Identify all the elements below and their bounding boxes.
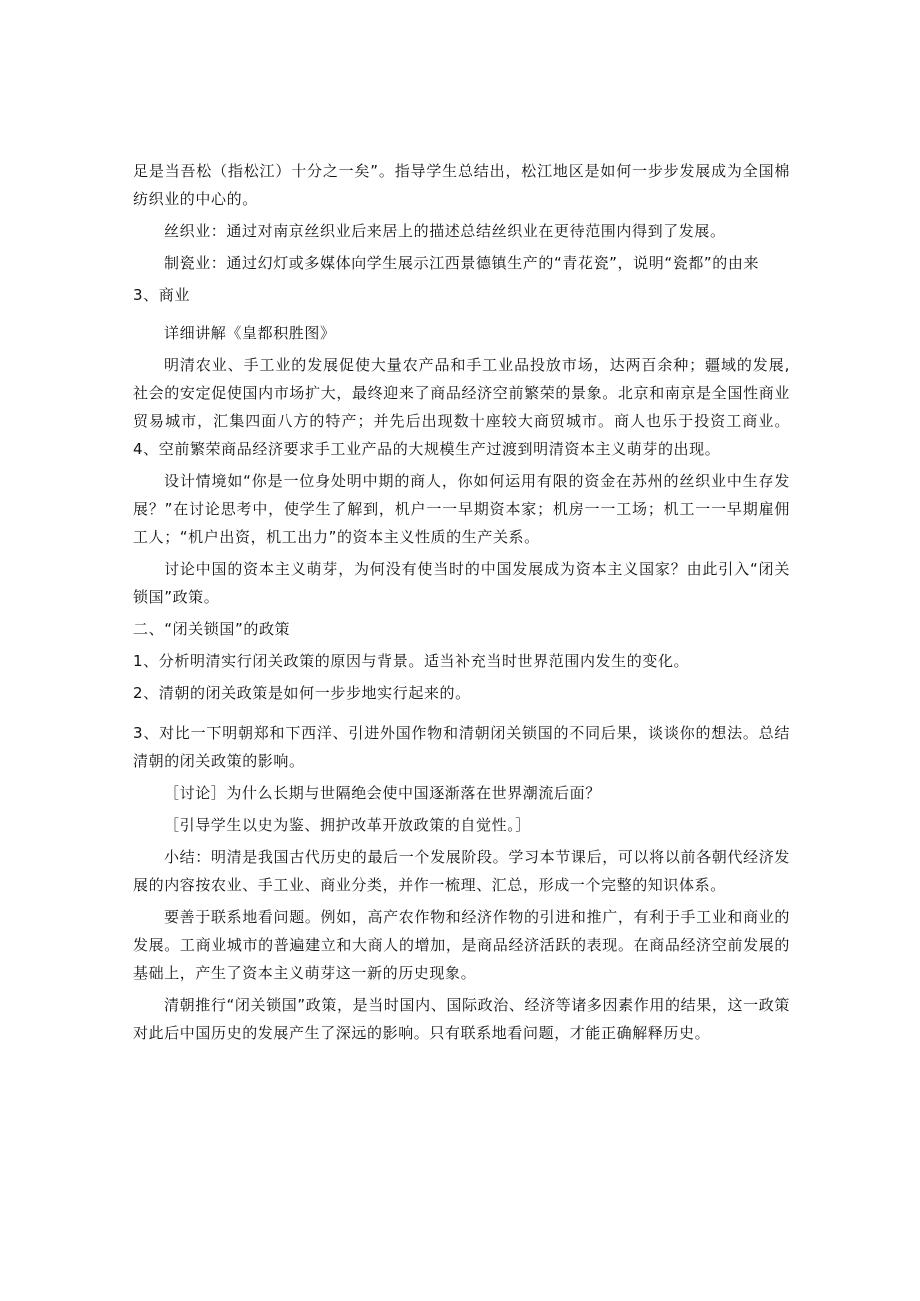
list-item-policy-implementation: 2、清朝的闭关政策是如何一步步地实行起来的。 bbox=[133, 684, 471, 702]
section-heading-closed-door-policy: 二、“闭关锁国”的政策 bbox=[133, 620, 291, 638]
paragraph-cotton-conclusion: 足是当吾松（指松江）十分之一矣”。指导学生总结出，松江地区是如何一步步发展成为全国棉纺织业的中心的。 bbox=[133, 162, 790, 208]
paragraph-discussion-capitalism: 讨论中国的资本主义萌芽，为何没有使当时的中国发展成为资本主义国家？由此引入“闭关锁国”政策。 bbox=[133, 560, 790, 606]
paragraph-discussion-question: ［讨论］为什么长期与世隔绝会使中国逐渐落在世界潮流后面？ bbox=[164, 784, 601, 802]
paragraph-porcelain-industry: 制瓷业：通过幻灯或多媒体向学生展示江西景德镇生产的“青花瓷”，说明“瓷都”的由来 bbox=[164, 254, 760, 272]
paragraph-scenario-design: 设计情境如“你是一位身处明中期的商人，你如何运用有限的资金在苏州的丝织业中生存发展？”在讨论思考中，使学生了解到，机户一一早期资本家；机房一一工场；机工一一早期雇佣工人；“机户出资，机工出力”的资本主义性质的生产关系。 bbox=[133, 472, 790, 546]
paragraph-silk-industry: 丝织业：通过对南京丝织业后来居上的描述总结丝织业在更待范围内得到了发展。 bbox=[164, 222, 726, 240]
paragraph-commerce-prosperity: 明清农业、手工业的发展促使大量农产品和手工业品投放市场，达两百余种；疆域的发展,社会的安定促使国内市场扩大，最终迎来了商品经济空前繁荣的景象。北京和南京是全国性商业贸易城市，汇集四面八方的特产；并先后出现数十座较大商贸城市。商人也乐于投资工商业。4、空前繁荣商品经济要求手工业产品的大规模生产过渡到明清资本主义萌芽的出现。 bbox=[133, 356, 790, 458]
paragraph-guidance-note: ［引导学生以史为鉴、拥护改革开放政策的自觉性。］ bbox=[164, 816, 531, 834]
section-heading-commerce: 3、商业 bbox=[133, 286, 190, 304]
paragraph-closing: 清朝推行“闭关锁国”政策，是当时国内、国际政治、经济等诸多因素作用的结果，这一政策对此后中国历史的发展产生了深远的影响。只有联系地看问题，才能正确解释历史。 bbox=[133, 996, 790, 1042]
paragraph-connected-view: 要善于联系地看问题。例如，高产农作物和经济作物的引进和推广，有利于手工业和商业的发展。工商业城市的普遍建立和大商人的增加，是商品经济活跃的表现。在商品经济空前发展的基础上，产生了资本主义萌芽这一新的历史现象。 bbox=[133, 908, 790, 982]
list-item-policy-comparison: 3、对比一下明朝郑和下西洋、引进外国作物和清朝闭关锁国的不同后果，谈谈你的想法。总结清朝的闭关政策的影响。 bbox=[133, 724, 790, 770]
paragraph-summary: 小结：明清是我国古代历史的最后一个发展阶段。学习本节课后，可以将以前各朝代经济发展的内容按农业、手工业、商业分类，并作一梳理、汇总，形成一个完整的知识体系。 bbox=[133, 848, 790, 894]
list-item-policy-causes: 1、分析明清实行闭关政策的原因与背景。适当补充当时世界范围内发生的变化。 bbox=[133, 652, 690, 670]
paragraph-painting-explanation: 详细讲解《皇都积胜图》 bbox=[164, 324, 336, 342]
